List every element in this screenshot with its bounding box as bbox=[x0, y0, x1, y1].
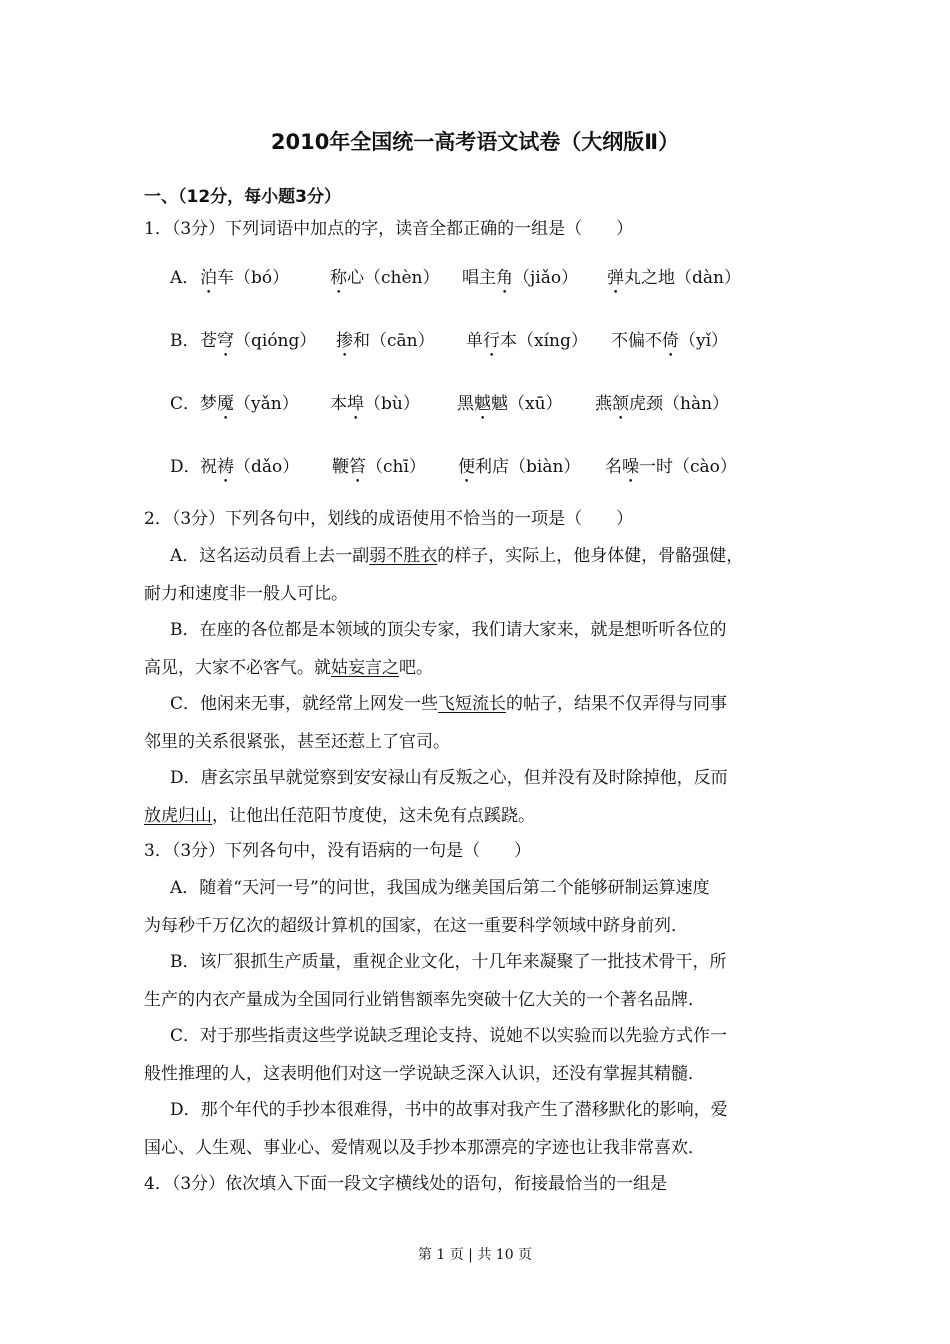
option-item: 燕颔虎颈（hàn） bbox=[595, 394, 730, 414]
question-3-option-b: B．该厂狠抓生产质量，重视企业文化，十几年来凝聚了一批技术骨干，所 bbox=[170, 952, 727, 972]
question-2-stem: 2．（3分）下列各句中，划线的成语使用不恰当的一项是（ ） bbox=[144, 509, 634, 529]
option-item: 祝祷（dǎo） bbox=[200, 457, 300, 477]
question-3-option-c: C．对于那些指责这些学说缺乏理论支持、说她不以实验而以先验方式作一 bbox=[170, 1026, 728, 1046]
option-item: 便利店（biàn） bbox=[458, 457, 581, 477]
question-2-option-b-cont: 高见，大家不必客气。就姑妄言之吧。 bbox=[144, 658, 433, 678]
option-item: 名噪一时（cào） bbox=[605, 457, 737, 477]
question-3-option-d-cont: 国心、人生观、事业心、爱情观以及手抄本那漂亮的字迹也让我非常喜欢． bbox=[144, 1138, 705, 1158]
underlined-idiom: 飞短流长 bbox=[438, 694, 507, 714]
option-label: A． bbox=[170, 268, 200, 288]
option-item: 本埠（bù） bbox=[330, 394, 420, 414]
question-2-option-d: D．唐玄宗虽早就觉察到安安禄山有反叛之心，但并没有及时除掉他，反而 bbox=[170, 768, 728, 788]
option-item: 掺和（cān） bbox=[336, 331, 435, 351]
question-2-option-a-cont: 耐力和速度非一般人可比。 bbox=[144, 584, 348, 604]
option-item: 称心（chèn） bbox=[330, 268, 440, 288]
option-item: 不偏不倚（yǐ） bbox=[611, 331, 729, 351]
underlined-idiom: 姑妄言之 bbox=[331, 658, 399, 678]
option-item: 泊车（bó） bbox=[200, 268, 290, 288]
question-2-option-d-cont: 放虎归山，让他出任范阳节度使，这未免有点蹊跷。 bbox=[144, 806, 535, 826]
section-heading: 一、（12分，每小题3分） bbox=[144, 187, 341, 207]
question-3-option-b-cont: 生产的内衣产量成为全国同行业销售额率先突破十亿大关的一个著名品牌． bbox=[144, 990, 705, 1010]
option-label: D． bbox=[170, 457, 201, 477]
question-3-option-a-cont: 为每秒千万亿次的超级计算机的国家，在这一重要科学领域中跻身前列． bbox=[144, 916, 688, 936]
question-2-option-c-cont: 邻里的关系很紧张，甚至还惹上了官司。 bbox=[144, 732, 450, 752]
option-item: 黑魆魆（xū） bbox=[457, 394, 563, 414]
option-label: C． bbox=[170, 394, 201, 414]
option-item: 梦魇（yǎn） bbox=[200, 394, 299, 414]
option-label: B． bbox=[170, 331, 200, 351]
question-2-option-a: A．这名运动员看上去一副弱不胜衣的样子，实际上，他身体健，骨骼强健， bbox=[170, 546, 744, 566]
underlined-idiom: 弱不胜衣 bbox=[369, 546, 438, 566]
page-footer: 第 1 页 | 共 10 页 bbox=[417, 1247, 533, 1263]
question-2-option-b: B．在座的各位都是本领域的顶尖专家，我们请大家来，就是想听听各位的 bbox=[170, 620, 727, 640]
question-3-option-a: A．随着“天河一号”的问世，我国成为继美国后第二个能够研制运算速度 bbox=[170, 878, 710, 898]
question-3-stem: 3．（3分）下列各句中，没有语病的一句是（ ） bbox=[144, 841, 532, 861]
question-4-stem: 4．（3分）依次填入下面一段文字横线处的语句，衔接最恰当的一组是 bbox=[144, 1174, 668, 1194]
question-2-option-c: C．他闲来无事，就经常上网发一些飞短流长的帖子，结果不仅弄得与同事 bbox=[170, 694, 728, 714]
question-3-option-c-cont: 般性推理的人，这表明他们对这一学说缺乏深入认识，还没有掌握其精髓． bbox=[144, 1064, 705, 1084]
page-title: 2010年全国统一高考语文试卷（大纲版Ⅱ） bbox=[270, 130, 680, 154]
option-item: 苍穹（qióng） bbox=[200, 331, 317, 351]
option-item: 鞭笞（chī） bbox=[332, 457, 426, 477]
option-item: 唱主角（jiǎo） bbox=[462, 268, 579, 288]
underlined-idiom: 放虎归山 bbox=[144, 806, 212, 826]
question-3-option-d: D．那个年代的手抄本很难得，书中的故事对我产生了潜移默化的影响，爱 bbox=[170, 1100, 728, 1120]
option-item: 单行本（xíng） bbox=[466, 331, 588, 351]
question-1-stem: 1．（3分）下列词语中加点的字，读音全都正确的一组是（ ） bbox=[144, 219, 634, 239]
option-item: 弹丸之地（dàn） bbox=[607, 268, 741, 288]
